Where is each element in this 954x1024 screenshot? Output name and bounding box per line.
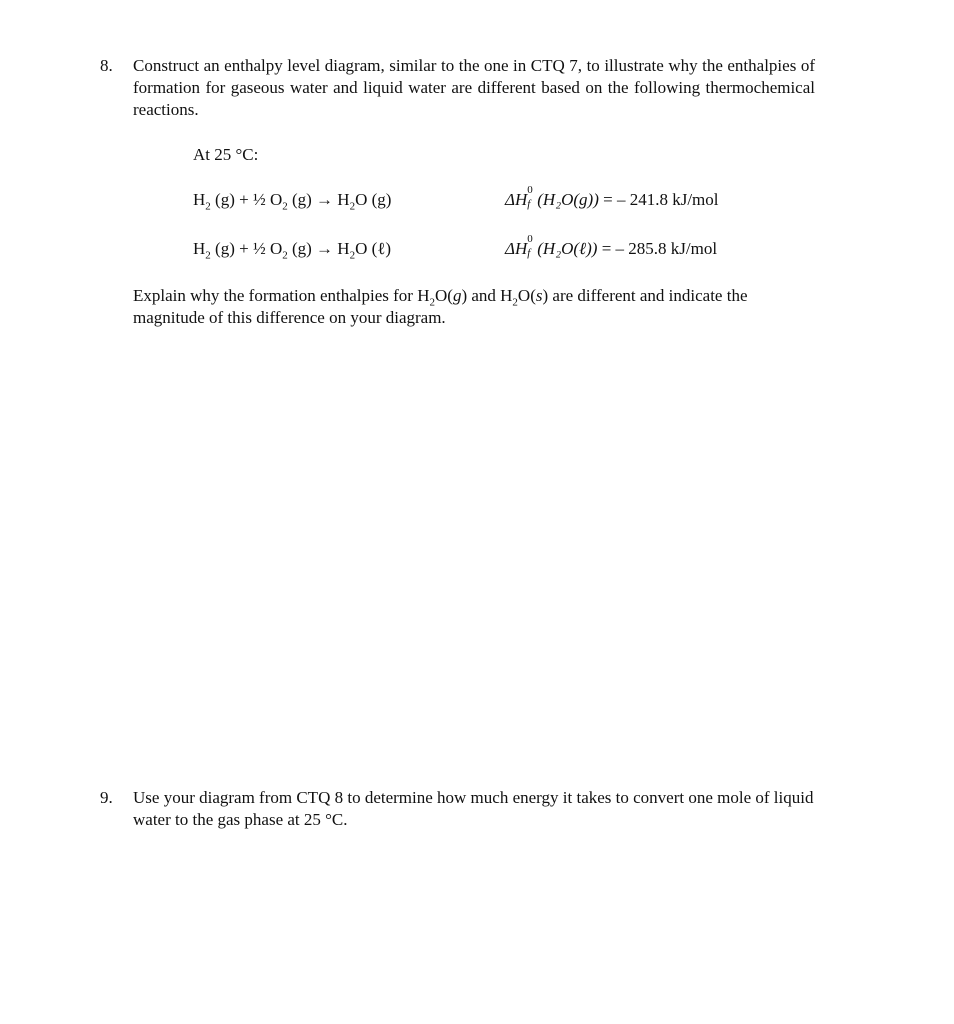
reaction-2-enthalpy: ΔH 0 f (H₂O(ℓ)) = – 285.8 kJ/mol — [505, 233, 718, 259]
condition-label: At 25 °C: — [193, 145, 259, 164]
question-8-prompt: Construct an enthalpy level diagram, similar to the one in CTQ 7, to illustrate why the enthalpies of formation for gaseous water and liquid water are different based on the following thermochemical reactions. — [133, 56, 815, 119]
reaction-2-equation: $H_2$ (g) + ½ $O_2$ $(g) \to H_2O$ (ℓ) — [193, 239, 392, 262]
question-9-prompt: Use your diagram from CTQ 8 to determine how much energy it takes to convert one mole of liquid water to the gas phase at 25 °C. — [133, 788, 814, 829]
explain-paragraph: Explain why the formation enthalpies for $H_2O(g)$ and $H_2O(s)$ are different and indicate the magnitude of this difference on your diagram. — [133, 286, 748, 327]
reaction-1-equation: $H_2$ (g) + ½ $O_2$ $(g) \to H_2O$ (g) — [193, 190, 392, 213]
question-9-number: 9. — [100, 788, 113, 807]
question-8-number: 8. — [100, 56, 113, 75]
reaction-1-enthalpy: ΔH 0 f (H₂O(g)) = – 241.8 kJ/mol — [505, 184, 719, 210]
